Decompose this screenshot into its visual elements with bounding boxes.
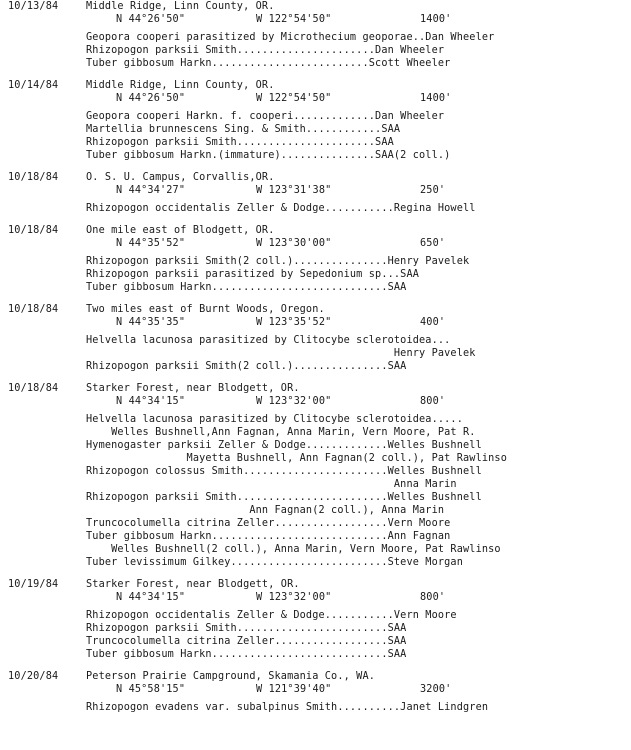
elevation: 1400' bbox=[420, 14, 452, 25]
specimen-line: Truncocolumella citrina Zeller..................Vern Moore bbox=[86, 518, 451, 529]
entry-date: 10/18/84 bbox=[8, 225, 59, 236]
longitude: W 123°32'00" bbox=[256, 396, 332, 407]
entry-separator bbox=[0, 569, 631, 578]
entry-coordinates bbox=[86, 316, 631, 329]
entry-coordinates bbox=[86, 683, 631, 696]
elevation: 1400' bbox=[420, 93, 452, 104]
elevation: 800' bbox=[420, 592, 446, 603]
collection-entry bbox=[0, 382, 631, 578]
collection-entry bbox=[0, 578, 631, 670]
elevation: 650' bbox=[420, 238, 446, 249]
elevation: 400' bbox=[420, 317, 446, 328]
entry-location: O. S. U. Campus, Corvallis,OR. bbox=[86, 172, 275, 183]
specimen-line: Rhizopogon parksii Smith(2 coll.)...............SAA bbox=[86, 361, 407, 372]
collection-entry bbox=[0, 79, 631, 171]
latitude: N 44°34'15" bbox=[116, 396, 186, 407]
entry-date: 10/18/84 bbox=[8, 383, 59, 394]
entry-date: 10/18/84 bbox=[8, 172, 59, 183]
specimen-line: Rhizopogon parksii Smith........................Welles Bushnell bbox=[86, 492, 482, 503]
entry-location: Starker Forest, near Blodgett, OR. bbox=[86, 579, 300, 590]
entry-date: 10/13/84 bbox=[8, 1, 59, 12]
specimen-line: Rhizopogon parksii Smith(2 coll.)...............Henry Pavelek bbox=[86, 256, 470, 267]
entry-coordinates bbox=[86, 237, 631, 250]
longitude: W 121°39'40" bbox=[256, 684, 332, 695]
specimen-line: Rhizopogon occidentalis Zeller & Dodge...........Vern Moore bbox=[86, 610, 457, 621]
entry-separator bbox=[0, 294, 631, 303]
specimen-line: Mayetta Bushnell, Ann Fagnan(2 coll.), Pat Rawlinso bbox=[86, 453, 507, 464]
specimen-line: Rhizopogon evadens var. subalpinus Smith..........Janet Lindgren bbox=[86, 702, 489, 713]
specimen-line: Tuber gibbosum Harkn............................SAA bbox=[86, 649, 407, 660]
specimen-line: Tuber gibbosum Harkn............................SAA bbox=[86, 282, 407, 293]
specimen-line: Rhizopogon parksii Smith......................Dan Wheeler bbox=[86, 45, 445, 56]
entry-coordinates bbox=[86, 92, 631, 105]
entry-date: 10/14/84 bbox=[8, 80, 59, 91]
collection-entry bbox=[0, 670, 631, 723]
entry-date: 10/18/84 bbox=[8, 304, 59, 315]
longitude: W 122°54'50" bbox=[256, 14, 332, 25]
entry-coordinates bbox=[86, 13, 631, 26]
latitude: N 44°34'15" bbox=[116, 592, 186, 603]
latitude: N 44°35'35" bbox=[116, 317, 186, 328]
specimen-line: Rhizopogon parksii Smith......................SAA bbox=[86, 137, 394, 148]
longitude: W 123°30'00" bbox=[256, 238, 332, 249]
entry-separator bbox=[0, 70, 631, 79]
specimen-line: Rhizopogon parksii Smith........................SAA bbox=[86, 623, 407, 634]
entry-coordinates bbox=[86, 395, 631, 408]
latitude: N 44°26'50" bbox=[116, 93, 186, 104]
elevation: 250' bbox=[420, 185, 446, 196]
collection-entry bbox=[0, 224, 631, 303]
specimen-line: Welles Bushnell(2 coll.), Anna Marin, Vern Moore, Pat Rawlinso bbox=[86, 544, 501, 555]
specimen-line: Ann Fagnan(2 coll.), Anna Marin bbox=[86, 505, 445, 516]
specimen-line: Welles Bushnell,Ann Fagnan, Anna Marin, Vern Moore, Pat R. bbox=[86, 427, 476, 438]
latitude: N 44°35'52" bbox=[116, 238, 186, 249]
entry-date: 10/20/84 bbox=[8, 671, 59, 682]
specimen-line: Tuber levissimum Gilkey.........................Steve Morgan bbox=[86, 557, 464, 568]
longitude: W 123°32'00" bbox=[256, 592, 332, 603]
entry-date: 10/19/84 bbox=[8, 579, 59, 590]
specimen-line: Rhizopogon occidentalis Zeller & Dodge...........Regina Howell bbox=[86, 203, 476, 214]
specimen-line: Anna Marin bbox=[86, 479, 457, 490]
longitude: W 122°54'50" bbox=[256, 93, 332, 104]
entry-coordinates bbox=[86, 591, 631, 604]
collection-entry bbox=[0, 303, 631, 382]
specimen-line: Tuber gibbosum Harkn.........................Scott Wheeler bbox=[86, 58, 451, 69]
specimen-line: Geopora cooperi parasitized by Microthecium geoporae..Dan Wheeler bbox=[86, 32, 495, 43]
specimen-line: Helvella lacunosa parasitized by Clitocybe sclerotoidea... bbox=[86, 335, 451, 346]
elevation: 3200' bbox=[420, 684, 452, 695]
longitude: W 123°31'38" bbox=[256, 185, 332, 196]
entry-coordinates bbox=[86, 184, 631, 197]
entry-location: Two miles east of Burnt Woods, Oregon. bbox=[86, 304, 325, 315]
specimen-line: Geopora cooperi Harkn. f. cooperi.............Dan Wheeler bbox=[86, 111, 445, 122]
specimen-line: Helvella lacunosa parasitized by Clitocybe sclerotoidea..... bbox=[86, 414, 464, 425]
collection-entry bbox=[0, 171, 631, 224]
longitude: W 123°35'52" bbox=[256, 317, 332, 328]
specimen-line: Martellia brunnescens Sing. & Smith............SAA bbox=[86, 124, 401, 135]
specimen-line: Truncocolumella citrina Zeller..................SAA bbox=[86, 636, 407, 647]
entry-separator bbox=[0, 661, 631, 670]
entry-separator bbox=[0, 373, 631, 382]
entry-location: Middle Ridge, Linn County, OR. bbox=[86, 1, 275, 12]
entry-location: Peterson Prairie Campground, Skamania Co., WA. bbox=[86, 671, 376, 682]
specimen-line: Tuber gibbosum Harkn.(immature)...............SAA(2 coll.) bbox=[86, 150, 451, 161]
entry-location: Starker Forest, near Blodgett, OR. bbox=[86, 383, 300, 394]
entry-location: One mile east of Blodgett, OR. bbox=[86, 225, 275, 236]
collection-entry bbox=[0, 0, 631, 79]
specimen-line: Rhizopogon parksii parasitized by Sepedonium sp...SAA bbox=[86, 269, 420, 280]
entry-separator bbox=[0, 215, 631, 224]
elevation: 800' bbox=[420, 396, 446, 407]
latitude: N 44°26'50" bbox=[116, 14, 186, 25]
specimen-line: Hymenogaster parksii Zeller & Dodge.............Welles Bushnell bbox=[86, 440, 482, 451]
specimen-line: Tuber gibbosum Harkn............................Ann Fagnan bbox=[86, 531, 451, 542]
entry-separator bbox=[0, 714, 631, 723]
entry-location: Middle Ridge, Linn County, OR. bbox=[86, 80, 275, 91]
latitude: N 44°34'27" bbox=[116, 185, 186, 196]
entry-separator bbox=[0, 162, 631, 171]
specimen-line: Henry Pavelek bbox=[86, 348, 476, 359]
latitude: N 45°58'15" bbox=[116, 684, 186, 695]
specimen-line: Rhizopogon colossus Smith.......................Welles Bushnell bbox=[86, 466, 482, 477]
